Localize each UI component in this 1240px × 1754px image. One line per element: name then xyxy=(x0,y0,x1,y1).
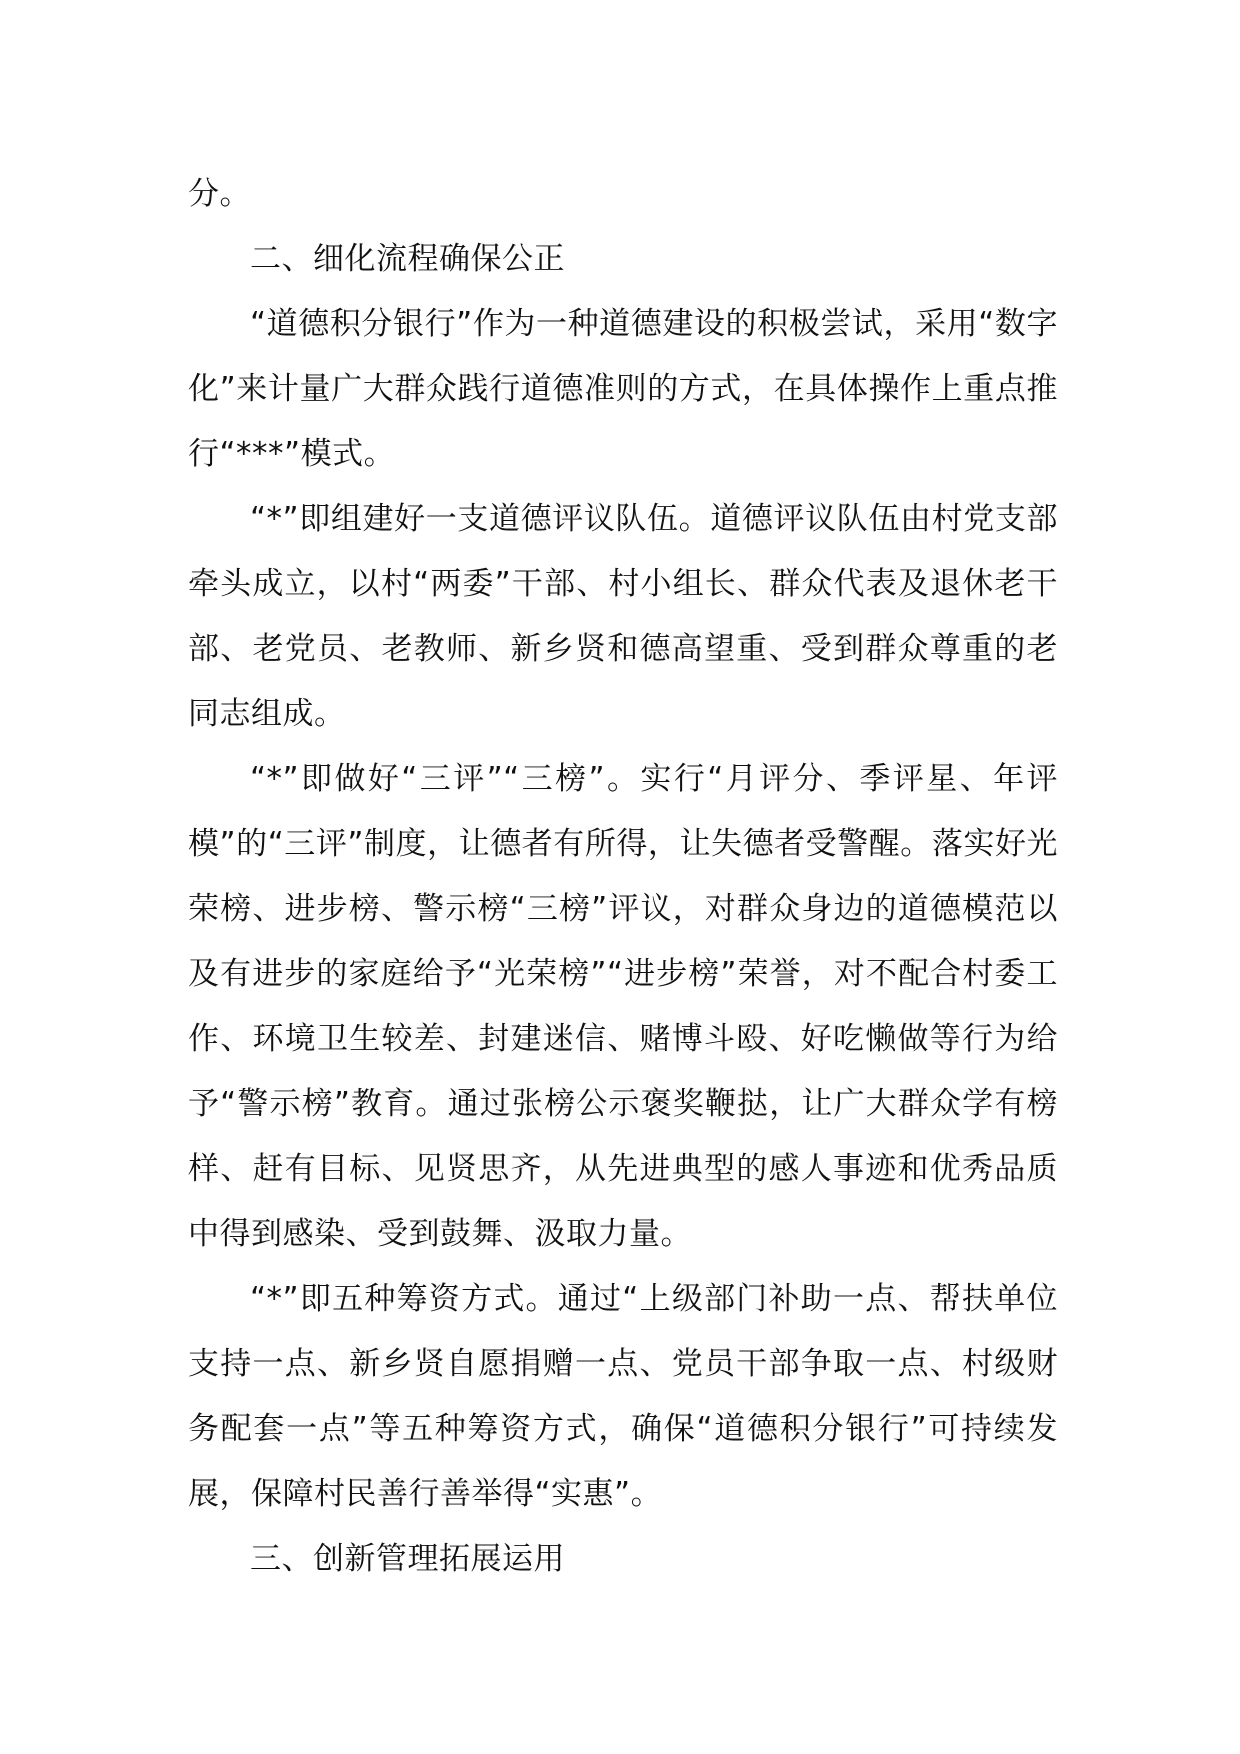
paragraph-intro: “道德积分银行”作为一种道德建设的积极尝试，采用“数字化”来计量广大群众践行道德准则的方式，在具体操作上重点推行“***”模式。 xyxy=(188,306,1058,472)
paragraph-funding: “*”即五种筹资方式。通过“上级部门补助一点、帮扶单位支持一点、新乡贤自愿捐赠一点、党员干部争取一点、村级财务配套一点”等五种筹资方式，确保“道德积分银行”可持续发展，保障村民善行善举得“实惠”。 xyxy=(188,1281,1058,1512)
section-heading-3: 三、创新管理拓展运用 xyxy=(250,1541,565,1577)
document-body xyxy=(188,162,1058,1592)
section-heading-2: 二、细化流程确保公正 xyxy=(250,241,565,277)
paragraph-evaluation: “*”即做好“三评”“三榜”。实行“月评分、季评星、年评模”的“三评”制度，让德者有所得，让失德者受警醒。落实好光荣榜、进步榜、警示榜“三榜”评议，对群众身边的道德模范以及有进步的家庭给予“光荣榜”“进步榜”荣誉，对不配合村委工作、环境卫生较差、封建迷信、赌博斗殴、好吃懒做等行为给予“警示榜”教育。通过张榜公示褒奖鞭挞，让广大群众学有榜样、赶有目标、见贤思齐，从先进典型的感人事迹和优秀品质中得到感染、受到鼓舞、汲取力量。 xyxy=(188,761,1058,1252)
paragraph-team: “*”即组建好一支道德评议队伍。道德评议队伍由村党支部牵头成立，以村“两委”干部、村小组长、群众代表及退休老干部、老党员、老教师、新乡贤和德高望重、受到群众尊重的老同志组成。 xyxy=(188,501,1058,732)
paragraph-continuation: 分。 xyxy=(188,176,251,212)
